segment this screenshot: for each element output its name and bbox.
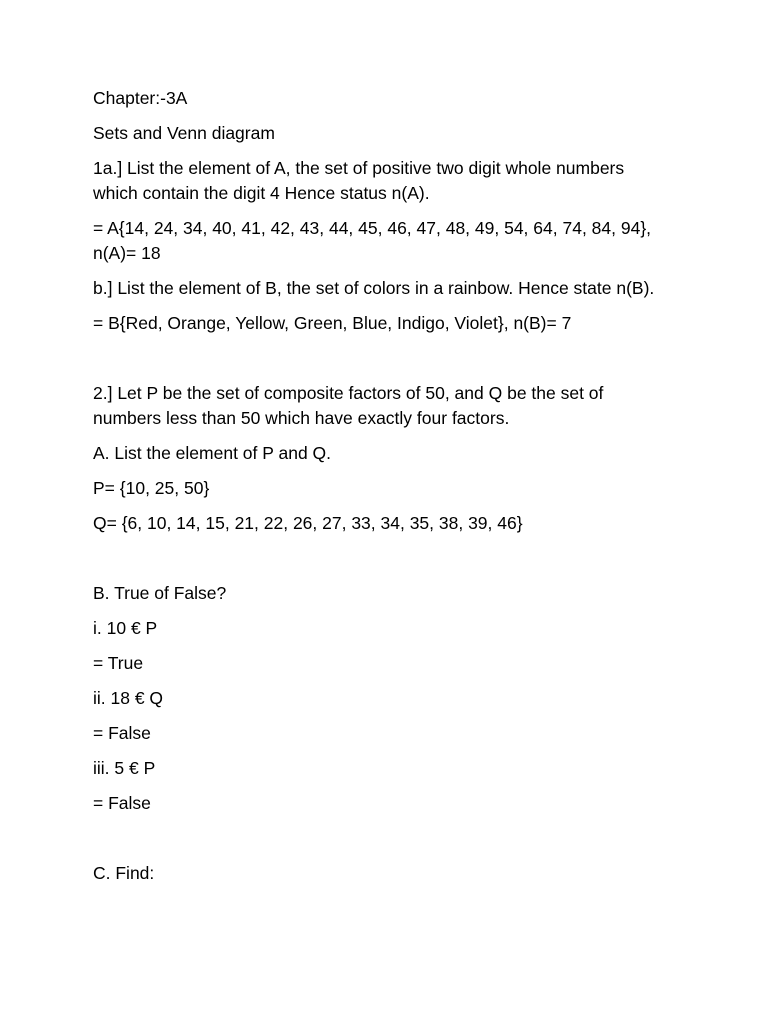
- question-1b: b.] List the element of B, the set of colors in a rainbow. Hence state n(B).: [93, 278, 655, 298]
- question-2b: B. True of False?: [93, 583, 227, 603]
- question-1a: 1a.] List the element of A, the set of positive two digit whole numbers which contain the digit 4 Hence status n(A).: [93, 158, 625, 203]
- document-body: [93, 86, 673, 896]
- statement-i: i. 10 € P: [93, 618, 158, 638]
- answer-ii: = False: [93, 723, 151, 743]
- answer-iii: = False: [93, 793, 151, 813]
- answer-1a: = A{14, 24, 34, 40, 41, 42, 43, 44, 45, 46, 47, 48, 49, 54, 64, 74, 84, 94}, n(A)= 18: [93, 218, 652, 263]
- blank-line: [93, 346, 673, 371]
- answer-set-q: Q= {6, 10, 14, 15, 21, 22, 26, 27, 33, 34, 35, 38, 39, 46}: [93, 513, 523, 533]
- topic-title: Sets and Venn diagram: [93, 123, 275, 143]
- question-2c: C. Find:: [93, 863, 155, 883]
- answer-i: = True: [93, 653, 144, 673]
- answer-1b: = B{Red, Orange, Yellow, Green, Blue, Indigo, Violet}, n(B)= 7: [93, 313, 572, 333]
- chapter-heading: Chapter:-3A: [93, 88, 188, 108]
- statement-iii: iii. 5 € P: [93, 758, 156, 778]
- question-2a: A. List the element of P and Q.: [93, 443, 332, 463]
- answer-set-p: P= {10, 25, 50}: [93, 478, 210, 498]
- blank-line: [93, 546, 673, 571]
- question-2: 2.] Let P be the set of composite factors of 50, and Q be the set of numbers less than 50 which have exactly four factors.: [93, 383, 604, 428]
- blank-line: [93, 826, 673, 851]
- statement-ii: ii. 18 € Q: [93, 688, 164, 708]
